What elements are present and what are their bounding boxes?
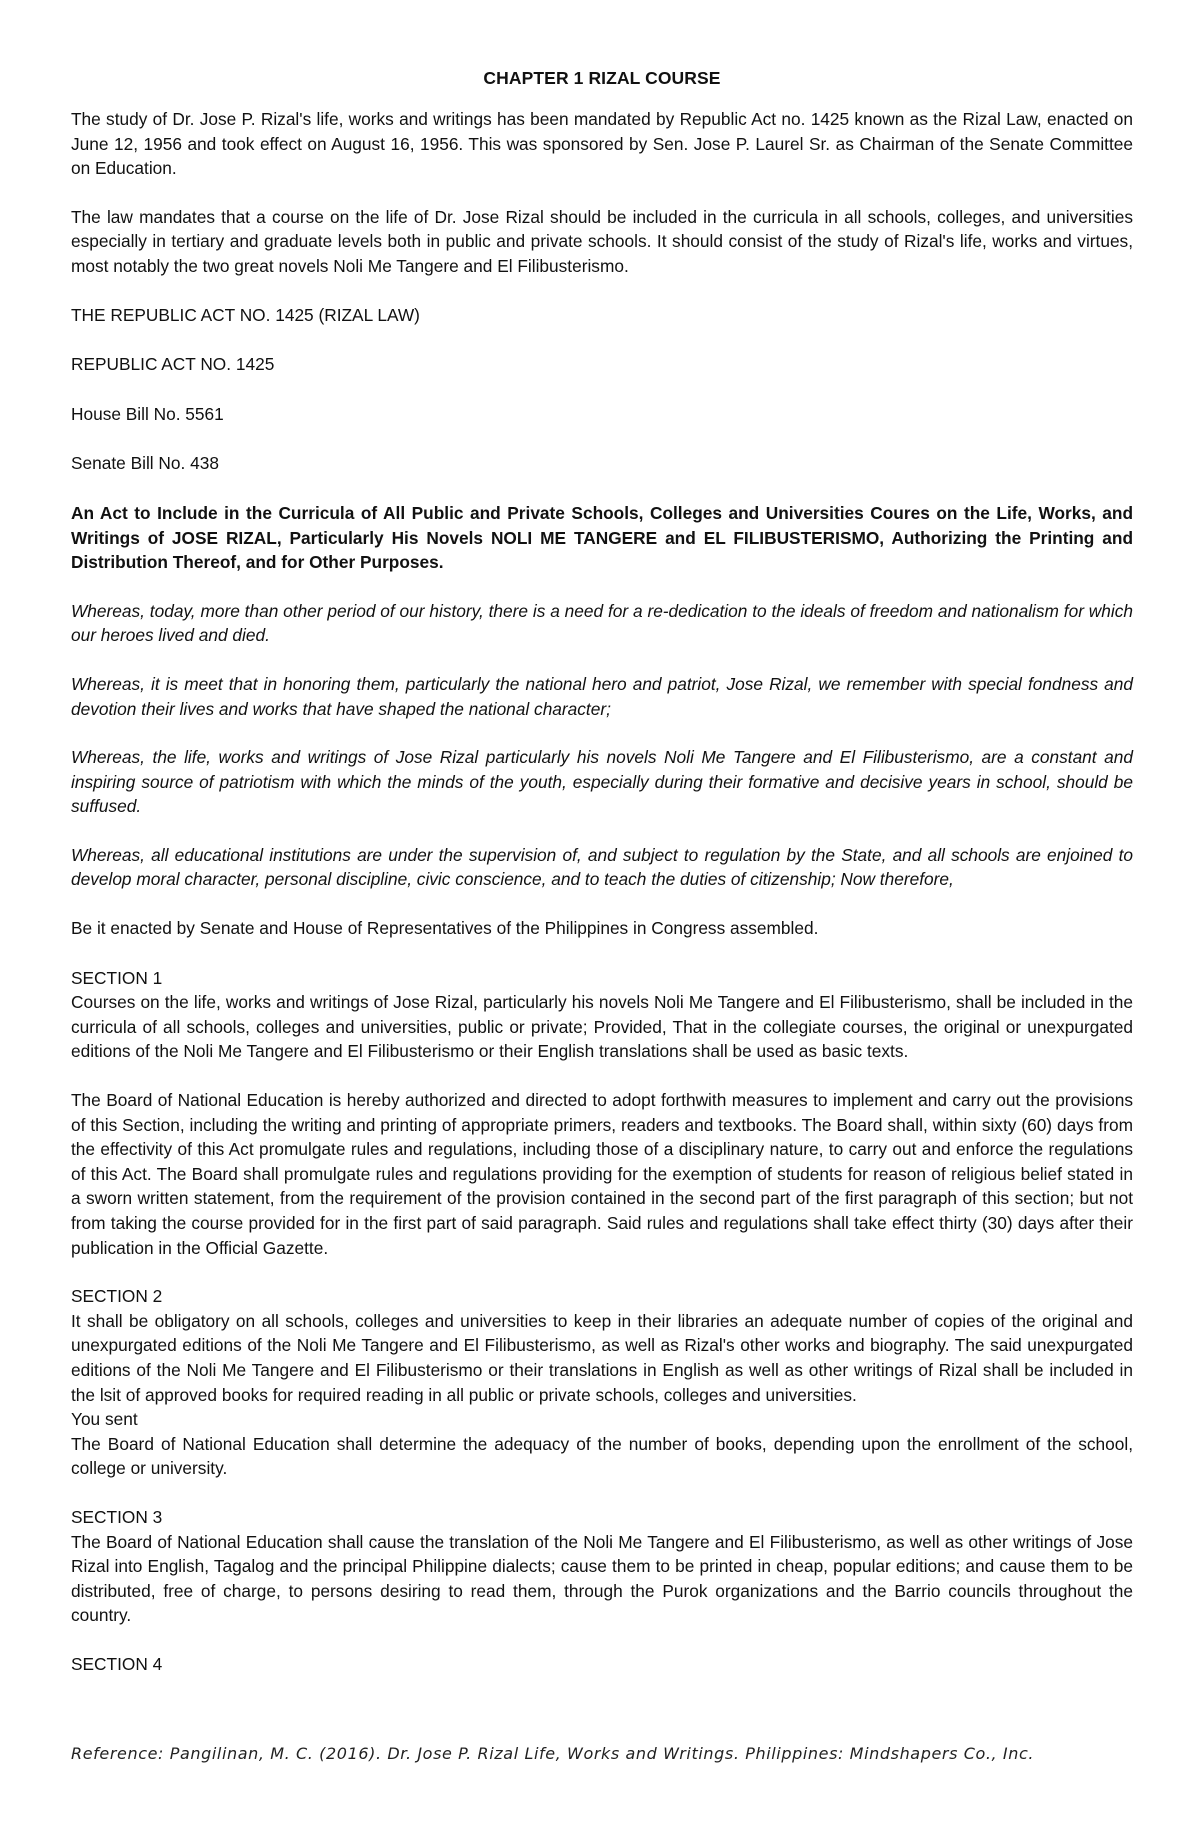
document-page <box>71 68 1133 1701</box>
senate-bill: Senate Bill No. 438 <box>71 453 219 474</box>
section-1-paragraph-1: Courses on the life, works and writings of Jose Rizal, particularly his novels Noli Me Tangere and El Filibusterismo, shall be included in the curricula of all schools, colleges and universities, public or private; Provided, That in the collegiate courses, the original or unexpurgated editions of the Noli Me Tangere and El Filibusterismo or their English translations shall be used as basic texts. <box>71 992 1133 1062</box>
chapter-title: CHAPTER 1 RIZAL COURSE <box>483 68 721 88</box>
reference-footer: Reference: Pangilinan, M. C. (2016). Dr. Jose P. Rizal Life, Works and Writings. Philippines: Mindshapers Co., Inc. <box>71 1744 1035 1763</box>
whereas-clause-1: Whereas, today, more than other period of our history, there is a need for a re-dedication to the ideals of freedom and nationalism for which our heroes lived and died. <box>71 600 1133 646</box>
intro-paragraph-1: The study of Dr. Jose P. Rizal's life, works and writings has been mandated by Republic Act no. 1425 known as the Rizal Law, enacted on June 12, 1956 and took effect on August 16, 1956. This was sponsored by Sen. Jose P. Laurel Sr. as Chairman of the Senate Committee on Education. <box>71 109 1133 179</box>
law-heading: THE REPUBLIC ACT NO. 1425 (RIZAL LAW) <box>71 304 420 325</box>
whereas-clause-3: Whereas, the life, works and writings of Jose Rizal particularly his novels Noli Me Tangere and El Filibusterismo, are a constant and inspiring source of patriotism with which the minds of the youth, especially during their formative and decisive years in school, should be suffused. <box>71 747 1133 817</box>
section-2-stray-text: You sent <box>71 1409 138 1430</box>
whereas-clause-2: Whereas, it is meet that in honoring them, particularly the national hero and patriot, Jose Rizal, we remember with special fondness and devotion their lives and works that have shaped the national character; <box>71 673 1133 719</box>
section-1 <box>71 966 1133 1064</box>
section-4 <box>71 1652 1133 1677</box>
enacting-clause: Be it enacted by Senate and House of Representatives of the Philippines in Congress assembled. <box>71 918 819 939</box>
section-3-heading: SECTION 3 <box>71 1506 163 1527</box>
section-4-heading: SECTION 4 <box>71 1653 163 1674</box>
section-3-paragraph-1: The Board of National Education shall cause the translation of the Noli Me Tangere and El Filibusterismo, as well as other writings of Jose Rizal into English, Tagalog and the principal Philippine dialects; cause them to be printed in cheap, popular editions; and cause them to be distributed, free of charge, to persons desiring to read them, through the Purok organizations and the Barrio councils throughout the country. <box>71 1531 1133 1626</box>
intro-paragraph-2: The law mandates that a course on the life of Dr. Jose Rizal should be included in the curricula in all schools, colleges, and universities especially in tertiary and graduate levels both in public and private schools. It should consist of the study of Rizal's life, works and virtues, most notably the two great novels Noli Me Tangere and El Filibusterismo. <box>71 206 1133 276</box>
act-heading: REPUBLIC ACT NO. 1425 <box>71 354 275 375</box>
section-2-paragraph-2: The Board of National Education shall determine the adequacy of the number of books, depending upon the enrollment of the school, college or university. <box>71 1433 1133 1479</box>
section-1-heading: SECTION 1 <box>71 967 163 988</box>
section-1-paragraph-2: The Board of National Education is hereby authorized and directed to adopt forthwith measures to implement and carry out the provisions of this Section, including the writing and printing of appropriate primers, readers and textbooks. The Board shall, within sixty (60) days from the effectivity of this Act promulgate rules and regulations, including those of a disciplinary nature, to carry out and enforce the regulations of this Act. The Board shall promulgate rules and regulations providing for the exemption of students for reason of religious belief stated in a sworn written statement, from the requirement of the provision contained in the second part of the first paragraph of this section; but not from taking the course provided for in the first part of said paragraph. Said rules and regulations shall take effect thirty (30) days after their publication in the Official Gazette. <box>71 1090 1133 1258</box>
section-2-paragraph-1: It shall be obligatory on all schools, colleges and universities to keep in their libraries an adequate number of copies of the original and unexpurgated editions of the Noli Me Tangere and El Filibusterismo, as well as Rizal's other works and biography. The said unexpurgated editions of the Noli Me Tangere and El Filibusterismo or their translations in English as well as other writings of Rizal shall be included in the lsit of approved books for required reading in all public or private schools, colleges and universities. <box>71 1310 1133 1405</box>
whereas-clause-4: Whereas, all educational institutions are under the supervision of, and subject to regulation by the State, and all schools are enjoined to develop moral character, personal discipline, civic conscience, and to teach the duties of citizenship; Now therefore, <box>71 844 1133 890</box>
section-3 <box>71 1505 1133 1628</box>
act-title: An Act to Include in the Curricula of All Public and Private Schools, Colleges and Universities Coures on the Life, Works, and Writings of JOSE RIZAL, Particularly His Novels NOLI ME TANGERE and EL FILIBUSTERISMO, Authorizing the Printing and Distribution Thereof, and for Other Purposes. <box>71 502 1133 573</box>
house-bill: House Bill No. 5561 <box>71 403 224 424</box>
section-2 <box>71 1284 1133 1481</box>
section-2-heading: SECTION 2 <box>71 1286 163 1307</box>
